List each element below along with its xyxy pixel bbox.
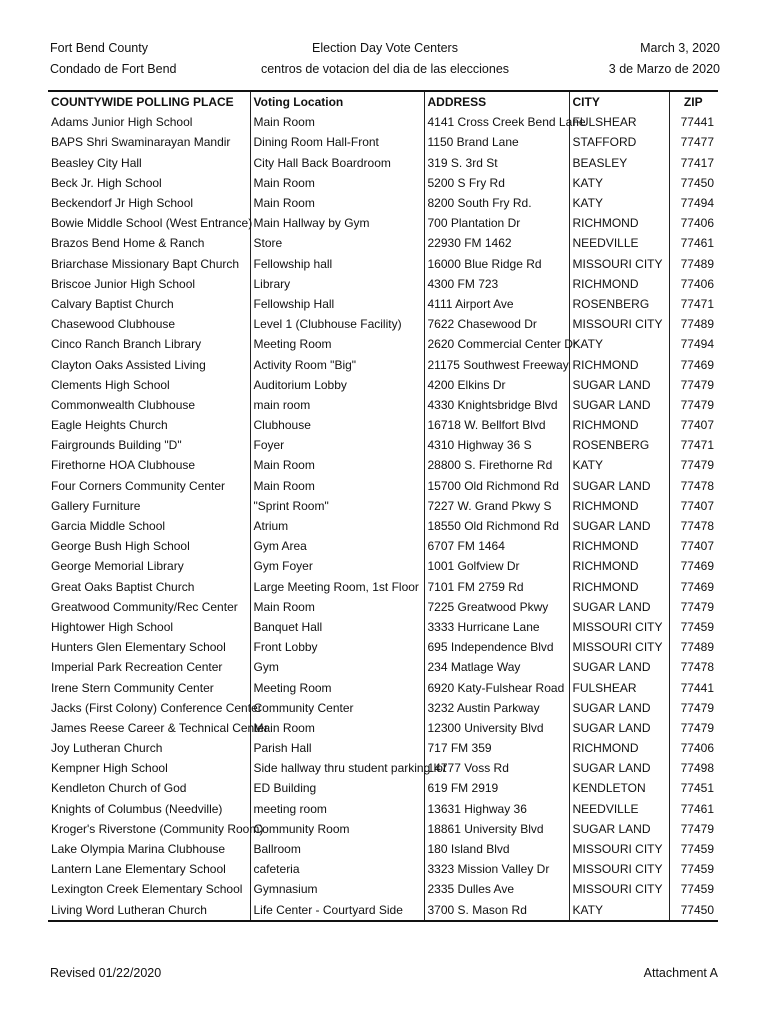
zip-cell: 77471 — [669, 435, 718, 455]
address-cell: 6707 FM 1464 — [424, 536, 569, 556]
voting-location-cell: Dining Room Hall-Front — [250, 132, 424, 152]
city-cell: BEASLEY — [569, 153, 669, 173]
zip-cell: 77407 — [669, 496, 718, 516]
city-cell: SUGAR LAND — [569, 516, 669, 536]
address-cell: 22930 FM 1462 — [424, 233, 569, 253]
voting-location-cell: Store — [250, 233, 424, 253]
table-row — [48, 415, 718, 435]
address-cell: 14777 Voss Rd — [424, 758, 569, 778]
table-body — [48, 112, 718, 921]
city-cell: MISSOURI CITY — [569, 859, 669, 879]
polling-place-cell: Hightower High School — [51, 619, 174, 634]
city-cell: KENDLETON — [569, 778, 669, 798]
table-row — [48, 718, 718, 738]
address-cell: 3333 Hurricane Lane — [424, 617, 569, 637]
city-cell: RICHMOND — [569, 496, 669, 516]
city-cell: NEEDVILLE — [569, 799, 669, 819]
city-cell: ROSENBERG — [569, 435, 669, 455]
zip-cell: 77459 — [669, 617, 718, 637]
voting-location-cell: Main Hallway by Gym — [250, 213, 424, 233]
zip-cell: 77459 — [669, 839, 718, 859]
polling-place-cell: Lexington Creek Elementary School — [51, 882, 243, 897]
city-cell: FULSHEAR — [569, 112, 669, 132]
address-cell: 1150 Brand Lane — [424, 132, 569, 152]
column-header-zip: ZIP — [669, 91, 718, 112]
address-cell: 4300 FM 723 — [424, 274, 569, 294]
city-cell: SUGAR LAND — [569, 597, 669, 617]
polling-place-cell: George Bush High School — [51, 539, 190, 554]
city-cell: MISSOURI CITY — [569, 314, 669, 334]
zip-cell: 77471 — [669, 294, 718, 314]
date-spanish: 3 de Marzo de 2020 — [608, 62, 720, 76]
address-cell: 8200 South Fry Rd. — [424, 193, 569, 213]
zip-cell: 77407 — [669, 536, 718, 556]
polling-place-cell: Knights of Columbus (Needville) — [51, 801, 223, 816]
voting-location-cell: ED Building — [250, 778, 424, 798]
zip-cell: 77407 — [669, 415, 718, 435]
zip-cell: 77489 — [669, 637, 718, 657]
polling-place-cell: Chasewood Clubhouse — [51, 317, 176, 332]
zip-cell: 77477 — [669, 132, 718, 152]
address-cell: 12300 University Blvd — [424, 718, 569, 738]
zip-cell: 77406 — [669, 738, 718, 758]
voting-location-cell: main room — [250, 395, 424, 415]
zip-cell: 77417 — [669, 153, 718, 173]
zip-cell: 77441 — [669, 677, 718, 697]
voting-location-cell: Main Room — [250, 718, 424, 738]
zip-cell: 77406 — [669, 274, 718, 294]
zip-cell: 77498 — [669, 758, 718, 778]
city-cell: FULSHEAR — [569, 677, 669, 697]
city-cell: RICHMOND — [569, 415, 669, 435]
polling-place-cell: Commonwealth Clubhouse — [51, 397, 196, 412]
column-header-address: ADDRESS — [424, 91, 569, 112]
table-row — [48, 153, 718, 173]
zip-cell: 77461 — [669, 799, 718, 819]
revision-date: Revised 01/22/2020 — [50, 966, 162, 980]
address-cell: 4111 Airport Ave — [424, 294, 569, 314]
zip-cell: 77479 — [669, 698, 718, 718]
table-row — [48, 395, 718, 415]
table-row — [48, 859, 718, 879]
table-row — [48, 556, 718, 576]
voting-location-cell: Foyer — [250, 435, 424, 455]
zip-cell: 77469 — [669, 577, 718, 597]
voting-location-cell: Side hallway thru student parking lot — [250, 758, 424, 778]
city-cell: RICHMOND — [569, 354, 669, 374]
zip-cell: 77479 — [669, 375, 718, 395]
address-cell: 3232 Austin Parkway — [424, 698, 569, 718]
voting-location-cell: Meeting Room — [250, 334, 424, 354]
voting-location-cell: Fellowship hall — [250, 254, 424, 274]
polling-place-cell: Garcia Middle School — [51, 519, 166, 534]
polling-place-cell: Beckendorf Jr High School — [51, 196, 194, 211]
table-row — [48, 819, 718, 839]
voting-location-cell: Main Room — [250, 476, 424, 496]
voting-location-cell: Atrium — [250, 516, 424, 536]
column-header-voting-location: Voting Location — [250, 91, 424, 112]
table-row — [48, 536, 718, 556]
voting-location-cell: Gym Foyer — [250, 556, 424, 576]
table-row — [48, 233, 718, 253]
voting-location-cell: Meeting Room — [250, 677, 424, 697]
date-english: March 3, 2020 — [640, 41, 720, 55]
city-cell: RICHMOND — [569, 213, 669, 233]
city-cell: KATY — [569, 455, 669, 475]
table-row — [48, 132, 718, 152]
address-cell: 28800 S. Firethorne Rd — [424, 455, 569, 475]
zip-cell: 77479 — [669, 455, 718, 475]
table-row — [48, 354, 718, 374]
polling-place-cell: Eagle Heights Church — [51, 418, 168, 433]
voting-location-cell: "Sprint Room" — [250, 496, 424, 516]
voting-location-cell: Parish Hall — [250, 738, 424, 758]
address-cell: 13631 Highway 36 — [424, 799, 569, 819]
table-row — [48, 577, 718, 597]
polling-place-cell: Lake Olympia Marina Clubhouse — [51, 842, 226, 857]
polling-places-table — [48, 90, 718, 922]
zip-cell: 77478 — [669, 657, 718, 677]
zip-cell: 77494 — [669, 193, 718, 213]
address-cell: 3323 Mission Valley Dr — [424, 859, 569, 879]
zip-cell: 77479 — [669, 718, 718, 738]
table-row — [48, 738, 718, 758]
city-cell: NEEDVILLE — [569, 233, 669, 253]
table-row — [48, 274, 718, 294]
polling-place-cell: Adams Junior High School — [51, 115, 193, 130]
address-cell: 21175 Southwest Freeway — [424, 354, 569, 374]
table-row — [48, 637, 718, 657]
polling-place-cell: George Memorial Library — [51, 559, 184, 574]
voting-location-cell: Main Room — [250, 173, 424, 193]
address-cell: 7227 W. Grand Pkwy S — [424, 496, 569, 516]
voting-location-cell: cafeteria — [250, 859, 424, 879]
zip-cell: 77450 — [669, 900, 718, 921]
address-cell: 180 Island Blvd — [424, 839, 569, 859]
table-row — [48, 677, 718, 697]
polling-place-cell: Briscoe Junior High School — [51, 276, 196, 291]
voting-location-cell: Gym — [250, 657, 424, 677]
table-row — [48, 476, 718, 496]
address-cell: 7622 Chasewood Dr — [424, 314, 569, 334]
city-cell: SUGAR LAND — [569, 758, 669, 778]
address-cell: 695 Independence Blvd — [424, 637, 569, 657]
polling-place-cell: BAPS Shri Swaminarayan Mandir — [51, 135, 231, 150]
zip-cell: 77494 — [669, 334, 718, 354]
zip-cell: 77489 — [669, 254, 718, 274]
zip-cell: 77441 — [669, 112, 718, 132]
table-row — [48, 375, 718, 395]
city-cell: RICHMOND — [569, 577, 669, 597]
address-cell: 619 FM 2919 — [424, 778, 569, 798]
zip-cell: 77406 — [669, 213, 718, 233]
polling-place-cell: Brazos Bend Home & Ranch — [51, 236, 205, 251]
table-row — [48, 173, 718, 193]
table-row — [48, 900, 718, 921]
city-cell: SUGAR LAND — [569, 375, 669, 395]
table-row — [48, 879, 718, 899]
county-name-spanish: Condado de Fort Bend — [50, 62, 177, 76]
city-cell: SUGAR LAND — [569, 395, 669, 415]
address-cell: 5200 S Fry Rd — [424, 173, 569, 193]
voting-location-cell: Front Lobby — [250, 637, 424, 657]
polling-place-cell: Jacks (First Colony) Conference Center — [51, 700, 262, 715]
city-cell: MISSOURI CITY — [569, 637, 669, 657]
address-cell: 1001 Golfview Dr — [424, 556, 569, 576]
city-cell: MISSOURI CITY — [569, 617, 669, 637]
city-cell: ROSENBERG — [569, 294, 669, 314]
city-cell: RICHMOND — [569, 556, 669, 576]
address-cell: 319 S. 3rd St — [424, 153, 569, 173]
zip-cell: 77469 — [669, 556, 718, 576]
address-cell: 18550 Old Richmond Rd — [424, 516, 569, 536]
voting-location-cell: Banquet Hall — [250, 617, 424, 637]
table-row — [48, 778, 718, 798]
city-cell: KATY — [569, 900, 669, 921]
city-cell: KATY — [569, 193, 669, 213]
polling-place-cell: Calvary Baptist Church — [51, 296, 174, 311]
table-row — [48, 516, 718, 536]
city-cell: KATY — [569, 334, 669, 354]
address-cell: 7225 Greatwood Pkwy — [424, 597, 569, 617]
voting-location-cell: City Hall Back Boardroom — [250, 153, 424, 173]
voting-location-cell: Community Center — [250, 698, 424, 718]
table-row — [48, 657, 718, 677]
zip-cell: 77459 — [669, 879, 718, 899]
voting-location-cell: Main Room — [250, 597, 424, 617]
address-cell: 4141 Cross Creek Bend Lane — [424, 112, 569, 132]
polling-place-cell: Clements High School — [51, 377, 170, 392]
polling-place-cell: Living Word Lutheran Church — [48, 900, 250, 921]
voting-location-cell: meeting room — [250, 799, 424, 819]
polling-place-cell: Irene Stern Community Center — [51, 680, 214, 695]
address-cell: 18861 University Blvd — [424, 819, 569, 839]
polling-place-cell: Firethorne HOA Clubhouse — [51, 458, 196, 473]
polling-place-cell: Beasley City Hall — [51, 155, 142, 170]
table-row — [48, 193, 718, 213]
polling-place-cell: Imperial Park Recreation Center — [51, 660, 223, 675]
polling-place-cell: Kroger's Riverstone (Community Room) — [51, 821, 264, 836]
address-cell: 6920 Katy-Fulshear Road — [424, 677, 569, 697]
table-row — [48, 112, 718, 132]
zip-cell: 77478 — [669, 476, 718, 496]
voting-location-cell: Library — [250, 274, 424, 294]
voting-location-cell: Community Room — [250, 819, 424, 839]
title-english: Election Day Vote Centers — [312, 41, 458, 55]
city-cell: SUGAR LAND — [569, 657, 669, 677]
voting-location-cell: Level 1 (Clubhouse Facility) — [250, 314, 424, 334]
city-cell: SUGAR LAND — [569, 698, 669, 718]
table-row — [48, 334, 718, 354]
table-row — [48, 799, 718, 819]
city-cell: SUGAR LAND — [569, 476, 669, 496]
voting-location-cell: Main Room — [250, 193, 424, 213]
polling-place-cell: Bowie Middle School (West Entrance) — [51, 216, 253, 231]
address-cell: 234 Matlage Way — [424, 657, 569, 677]
voting-location-cell: Main Room — [250, 455, 424, 475]
address-cell: 7101 FM 2759 Rd — [424, 577, 569, 597]
polling-place-cell: Great Oaks Baptist Church — [51, 579, 195, 594]
voting-location-cell: Clubhouse — [250, 415, 424, 435]
polling-place-cell: James Reese Career & Technical Center — [51, 720, 269, 735]
table-row — [48, 314, 718, 334]
zip-cell: 77459 — [669, 859, 718, 879]
city-cell: SUGAR LAND — [569, 718, 669, 738]
table-header-row — [48, 91, 718, 112]
polling-place-cell: Hunters Glen Elementary School — [51, 640, 226, 655]
table-row — [48, 496, 718, 516]
voting-location-cell: Gym Area — [250, 536, 424, 556]
polling-place-cell: Briarchase Missionary Bapt Church — [51, 256, 240, 271]
city-cell: MISSOURI CITY — [569, 254, 669, 274]
polling-place-cell: Cinco Ranch Branch Library — [51, 337, 202, 352]
voting-location-cell: Ballroom — [250, 839, 424, 859]
address-cell: 4330 Knightsbridge Blvd — [424, 395, 569, 415]
address-cell: 3700 S. Mason Rd — [424, 900, 569, 921]
voting-location-cell: Fellowship Hall — [250, 294, 424, 314]
city-cell: KATY — [569, 173, 669, 193]
polling-place-cell: Lantern Lane Elementary School — [51, 862, 226, 877]
table-row — [48, 294, 718, 314]
election-date — [609, 38, 720, 80]
polling-place-cell: Four Corners Community Center — [51, 478, 226, 493]
zip-cell: 77450 — [669, 173, 718, 193]
column-header-city: CITY — [569, 91, 669, 112]
voting-location-cell: Gymnasium — [250, 879, 424, 899]
polling-place-cell: Fairgrounds Building "D" — [51, 438, 182, 453]
voting-location-cell: Life Center - Courtyard Side — [250, 900, 424, 921]
polling-place-cell: Kendleton Church of God — [51, 781, 187, 796]
address-cell: 2335 Dulles Ave — [424, 879, 569, 899]
address-cell: 4200 Elkins Dr — [424, 375, 569, 395]
city-cell: STAFFORD — [569, 132, 669, 152]
city-cell: RICHMOND — [569, 536, 669, 556]
voting-location-cell: Activity Room "Big" — [250, 354, 424, 374]
column-header-polling-place: COUNTYWIDE POLLING PLACE — [48, 91, 250, 112]
table-row — [48, 254, 718, 274]
table-row — [48, 698, 718, 718]
table-row — [48, 455, 718, 475]
city-cell: MISSOURI CITY — [569, 839, 669, 859]
table-row — [48, 617, 718, 637]
table-row — [48, 435, 718, 455]
address-cell: 4310 Highway 36 S — [424, 435, 569, 455]
table-row — [48, 839, 718, 859]
zip-cell: 77489 — [669, 314, 718, 334]
table-row — [48, 213, 718, 233]
zip-cell: 77478 — [669, 516, 718, 536]
address-cell: 2620 Commercial Center Dr — [424, 334, 569, 354]
address-cell: 700 Plantation Dr — [424, 213, 569, 233]
polling-place-cell: Clayton Oaks Assisted Living — [51, 357, 206, 372]
zip-cell: 77479 — [669, 597, 718, 617]
city-cell: MISSOURI CITY — [569, 879, 669, 899]
zip-cell: 77461 — [669, 233, 718, 253]
county-name: Fort Bend County — [50, 41, 148, 55]
city-cell: RICHMOND — [569, 738, 669, 758]
polling-place-cell: Gallery Furniture — [51, 498, 141, 513]
address-cell: 16000 Blue Ridge Rd — [424, 254, 569, 274]
address-cell: 15700 Old Richmond Rd — [424, 476, 569, 496]
table-row — [48, 597, 718, 617]
address-cell: 717 FM 359 — [424, 738, 569, 758]
polling-place-cell: Kempner High School — [51, 761, 168, 776]
polling-place-cell: Joy Lutheran Church — [51, 741, 163, 756]
city-cell: SUGAR LAND — [569, 819, 669, 839]
table-row — [48, 758, 718, 778]
address-cell: 16718 W. Bellfort Blvd — [424, 415, 569, 435]
title-spanish: centros de votacion del dia de las elecciones — [260, 62, 510, 76]
zip-cell: 77479 — [669, 819, 718, 839]
voting-location-cell: Auditorium Lobby — [250, 375, 424, 395]
zip-cell: 77479 — [669, 395, 718, 415]
attachment-label: Attachment A — [643, 966, 718, 980]
zip-cell: 77451 — [669, 778, 718, 798]
voting-location-cell: Main Room — [250, 112, 424, 132]
voting-location-cell: Large Meeting Room, 1st Floor — [250, 577, 424, 597]
city-cell: RICHMOND — [569, 274, 669, 294]
polling-place-cell: Greatwood Community/Rec Center — [51, 599, 238, 614]
polling-place-cell: Beck Jr. High School — [51, 175, 162, 190]
zip-cell: 77469 — [669, 354, 718, 374]
